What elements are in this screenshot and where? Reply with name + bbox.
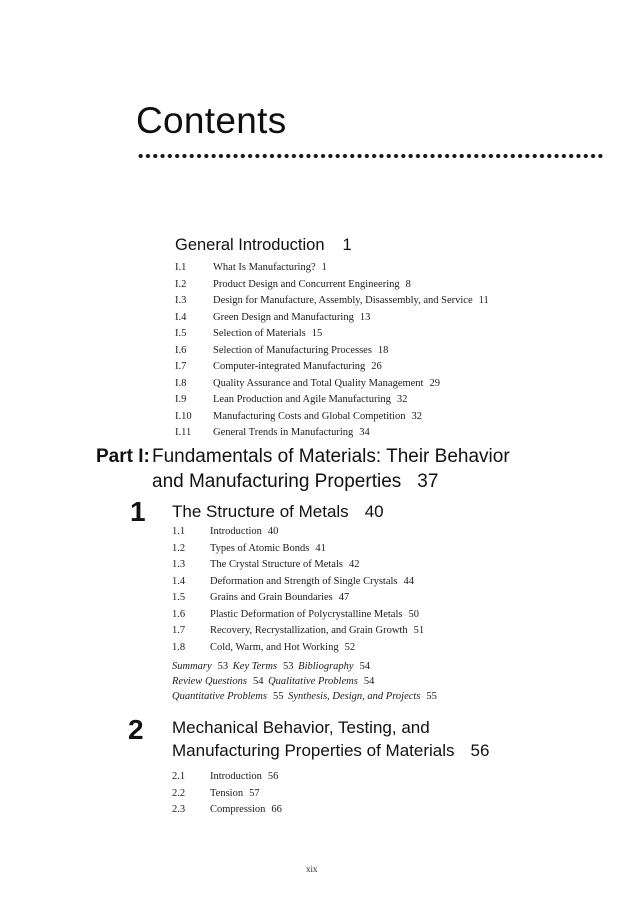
chapter-1-list: [172, 524, 424, 656]
entry-page: 41: [315, 542, 326, 554]
page-title: Contents: [136, 100, 287, 141]
chapter-1-number: 1: [130, 496, 146, 527]
entry-title: Tension: [210, 787, 244, 799]
entry-number: 1.4: [172, 575, 186, 587]
entry-title: Plastic Deformation of Polycrystalline Metals: [210, 608, 403, 620]
entry-page: 29: [429, 377, 440, 389]
entry-number: I.10: [175, 410, 192, 422]
synthesis-label[interactable]: Synthesis, Design, and Projects: [288, 691, 421, 702]
toc-entry[interactable]: [172, 574, 424, 591]
toc-entry[interactable]: [172, 786, 282, 803]
entry-number: 1.6: [172, 608, 186, 620]
toc-entry[interactable]: [172, 607, 424, 624]
entry-title: Deformation and Strength of Single Crystals: [210, 575, 398, 587]
entry-title: Types of Atomic Bonds: [210, 542, 310, 554]
entry-title: Recovery, Recrystallization, and Grain Growth: [210, 625, 408, 636]
chapter-2-number: 2: [128, 714, 144, 745]
entry-page: 47: [338, 592, 350, 603]
part-one-heading: [96, 444, 510, 494]
entry-number: I.11: [175, 427, 192, 438]
quantitative-problems-label[interactable]: Quantitative Problems: [172, 691, 267, 702]
entry-title: Selection of Manufacturing Processes: [213, 344, 372, 356]
toc-entry[interactable]: [172, 623, 424, 640]
toc-entry[interactable]: [172, 541, 424, 558]
entry-page: 40: [267, 526, 279, 537]
entry-title: Quality Assurance and Total Quality Management: [213, 377, 424, 389]
toc-entry[interactable]: [175, 343, 489, 360]
entry-title: Cold, Warm, and Hot Working: [210, 641, 339, 653]
entry-number: I.3: [175, 295, 187, 306]
toc-entry[interactable]: [172, 524, 424, 541]
key-terms-page: 53: [283, 661, 294, 672]
entry-page: 50: [408, 608, 419, 620]
toc-entry[interactable]: [172, 802, 282, 819]
chapter-1-endmatter: [172, 659, 439, 704]
entry-page: 26: [371, 361, 382, 372]
bibliography-label[interactable]: Bibliography: [298, 661, 354, 672]
toc-entry[interactable]: [175, 376, 489, 393]
entry-page: 1: [321, 262, 327, 273]
toc-entry[interactable]: [175, 277, 489, 294]
entry-page: 52: [344, 641, 356, 653]
toc-entry[interactable]: [175, 425, 489, 442]
toc-entry[interactable]: [172, 590, 424, 607]
entry-number: I.7: [175, 361, 187, 372]
entry-number: I.9: [175, 394, 187, 405]
chapter-2-page: 56: [470, 741, 490, 760]
entry-number: 1.3: [172, 559, 186, 570]
toc-entry[interactable]: [175, 310, 489, 327]
entry-title: General Trends in Manufacturing: [213, 427, 354, 438]
key-terms-label[interactable]: Key Terms: [232, 661, 278, 672]
entry-number: I.5: [175, 328, 187, 339]
toc-entry[interactable]: [175, 359, 489, 376]
chapter-1-title: The Structure of Metals: [172, 502, 349, 521]
entry-number: 1.2: [172, 542, 186, 554]
summary-page: 53: [217, 661, 229, 672]
entry-page: 18: [377, 344, 389, 356]
entry-number: 2.2: [172, 787, 186, 799]
entry-title: The Crystal Structure of Metals: [210, 559, 343, 570]
toc-entry[interactable]: [172, 769, 282, 786]
general-intro-heading: [175, 236, 352, 255]
entry-number: 2.3: [172, 804, 186, 815]
review-questions-label[interactable]: Review Questions: [172, 676, 247, 687]
entry-page: 57: [249, 787, 260, 799]
synthesis-page: 55: [426, 691, 437, 702]
entry-title: What Is Manufacturing?: [213, 262, 316, 273]
toc-entry[interactable]: [175, 392, 489, 409]
entry-number: 1.8: [172, 641, 186, 653]
part-title-line1: Fundamentals of Materials: Their Behavior: [152, 446, 510, 467]
entry-number: 1.5: [172, 592, 186, 603]
dotted-rule: [137, 152, 605, 160]
entry-number: 1.1: [172, 526, 186, 537]
entry-page: 32: [396, 394, 408, 405]
entry-number: I.2: [175, 278, 187, 290]
chapter-1-heading[interactable]: [172, 500, 384, 523]
general-intro-list: [175, 260, 489, 442]
toc-entry[interactable]: [175, 293, 489, 310]
chapter-1-page: 40: [364, 502, 384, 521]
entry-page: 42: [348, 559, 360, 570]
entry-page: 15: [311, 328, 323, 339]
entry-title: Design for Manufacture, Assembly, Disassembly, and Service: [213, 295, 473, 306]
toc-entry[interactable]: [172, 557, 424, 574]
chapter-2-title-line1: Mechanical Behavior, Testing, and: [172, 718, 430, 737]
entry-page: 8: [405, 278, 411, 290]
summary-label[interactable]: Summary: [172, 661, 212, 672]
page-number: xix: [306, 864, 318, 874]
bibliography-page: 54: [359, 661, 371, 672]
entry-page: 11: [478, 295, 489, 306]
entry-title: Grains and Grain Boundaries: [210, 592, 333, 603]
part-label: Part I:: [96, 446, 150, 467]
entry-page: 66: [271, 804, 282, 815]
entry-title: Computer-integrated Manufacturing: [213, 361, 366, 372]
entry-title: Selection of Materials: [213, 328, 306, 339]
entry-number: 1.7: [172, 625, 186, 636]
chapter-2-heading[interactable]: [172, 716, 489, 762]
toc-entry[interactable]: [175, 326, 489, 343]
general-intro-page: 1: [342, 236, 352, 254]
general-intro-title: General Introduction: [175, 236, 325, 254]
entry-number: I.8: [175, 377, 187, 389]
toc-entry[interactable]: [172, 640, 424, 657]
part-title-line2: and Manufacturing Properties: [152, 471, 402, 492]
toc-entry[interactable]: [175, 409, 489, 426]
entry-title: Compression: [210, 804, 266, 815]
qualitative-problems-page: 54: [363, 676, 375, 687]
quantitative-problems-page: 55: [272, 691, 284, 702]
chapter-2-list: [172, 769, 282, 819]
entry-title: Green Design and Manufacturing: [213, 311, 354, 323]
chapter-2-title-line2: Manufacturing Properties of Materials: [172, 741, 455, 760]
entry-page: 13: [359, 311, 371, 323]
review-questions-page: 54: [252, 676, 264, 687]
entry-number: I.1: [175, 262, 187, 273]
entry-page: 32: [411, 410, 422, 422]
entry-page: 51: [413, 625, 425, 636]
entry-title: Product Design and Concurrent Engineering: [213, 278, 400, 290]
entry-title: Manufacturing Costs and Global Competition: [213, 410, 406, 422]
entry-title: Introduction: [210, 526, 262, 537]
entry-page: 44: [403, 575, 415, 587]
qualitative-problems-label[interactable]: Qualitative Problems: [268, 676, 358, 687]
entry-number: 2.1: [172, 771, 186, 782]
part-page: 37: [417, 471, 439, 492]
entry-number: I.4: [175, 311, 187, 323]
entry-number: I.6: [175, 344, 187, 356]
entry-title: Lean Production and Agile Manufacturing: [213, 394, 391, 405]
entry-page: 56: [267, 771, 279, 782]
entry-title: Introduction: [210, 771, 262, 782]
toc-entry[interactable]: [175, 260, 489, 277]
entry-page: 34: [359, 427, 370, 438]
